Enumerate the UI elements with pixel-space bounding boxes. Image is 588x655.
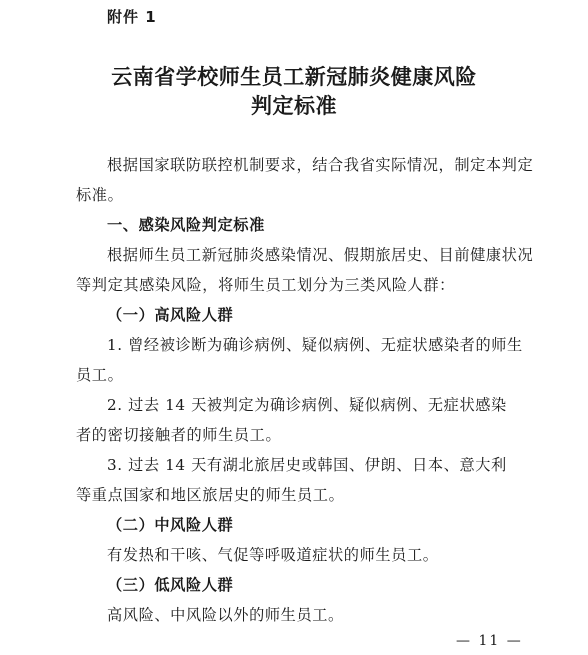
section-1-paragraph-line-2: 等判定其感染风险，将师生员工划分为三类风险人群： [76, 276, 455, 294]
subheading-medium-risk: （二）中风险人群 [107, 516, 234, 534]
intro-paragraph-line-1: 根据国家联防联控机制要求，结合我省实际情况，制定本判定 [107, 156, 534, 174]
subheading-low-risk: （三）低风险人群 [107, 576, 234, 594]
list-item-3-line-1: 3. 过去 14 天有湖北旅居史或韩国、伊朗、日本、意大利 [107, 456, 507, 474]
section-1-paragraph-line-1: 根据师生员工新冠肺炎感染情况、假期旅居史、目前健康状况 [107, 246, 534, 264]
document-title-line-1: 云南省学校师生员工新冠肺炎健康风险 [111, 65, 477, 89]
intro-paragraph-line-2: 标准。 [76, 186, 124, 204]
document-title-line-2: 判定标准 [251, 94, 337, 118]
list-item-2-line-1: 2. 过去 14 天被判定为确诊病例、疑似病例、无症状感染 [107, 396, 507, 414]
attachment-label: 附件 1 [107, 8, 157, 26]
list-item-3-line-2: 等重点国家和地区旅居史的师生员工。 [76, 486, 345, 504]
medium-risk-description: 有发热和干咳、气促等呼吸道症状的师生员工。 [107, 546, 439, 564]
list-item-2-line-2: 者的密切接触者的师生员工。 [76, 426, 282, 444]
page-number: — 11 — [456, 633, 523, 649]
list-item-1-line-1: 1. 曾经被诊断为确诊病例、疑似病例、无症状感染者的师生 [107, 336, 523, 354]
section-heading-1: 一、感染风险判定标准 [107, 216, 265, 234]
low-risk-description: 高风险、中风险以外的师生员工。 [107, 606, 344, 624]
list-item-1-line-2: 员工。 [76, 366, 124, 384]
subheading-high-risk: （一）高风险人群 [107, 306, 234, 324]
